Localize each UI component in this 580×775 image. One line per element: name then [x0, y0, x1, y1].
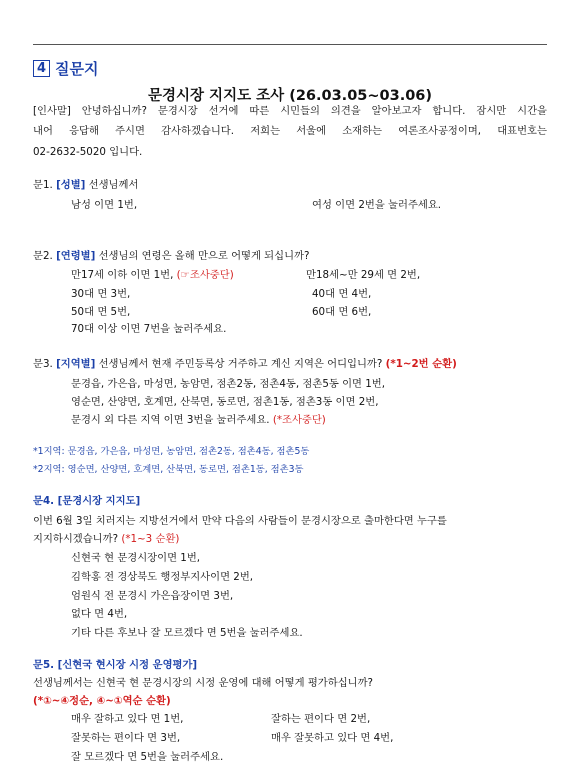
q3-option-3-note: (*조사중단)	[272, 414, 326, 426]
region-1-definition: *1지역: 문경읍, 가은읍, 마성면, 농암면, 점촌2동, 점촌4동, 점촌5동	[33, 446, 310, 457]
intro-word: 내어	[33, 125, 53, 137]
intro-word: 대표번호는	[497, 125, 547, 137]
top-divider	[33, 44, 547, 45]
intro-line-2	[33, 124, 547, 138]
section-number: 4	[33, 60, 50, 77]
q3-tag: [지역별]	[56, 358, 96, 370]
q3-option-3	[71, 413, 326, 427]
intro-word: 선거에	[208, 105, 239, 117]
q4-heading: 문4. [문경시장 지지도]	[33, 495, 141, 507]
intro-word: 감사하겠습니다.	[161, 125, 235, 137]
q4-note: (*1~3 순환)	[121, 533, 180, 545]
q3-option-3-label: 문경시 외 다른 지역 이면 3번을 눌러주세요.	[71, 414, 270, 426]
q4-text-line-2-label: 지지하시겠습니까?	[33, 533, 119, 545]
q4-option-5: 기타 다른 후보나 잘 모르겠다 면 5번을 눌러주세요.	[71, 627, 303, 639]
q1-option-2: 여성 이면 2번을 눌러주세요.	[312, 199, 442, 211]
q5-option-1: 매우 잘하고 있다 면 1번,	[71, 713, 184, 725]
document-title: 문경시장 지지도 조사 (26.03.05~03.06)	[147, 88, 433, 104]
q3-number: 문3.	[33, 358, 53, 370]
q5-heading: 문5. [신현국 현시장 시정 운영평가]	[33, 659, 198, 671]
intro-line-3: 02-2632-5020 입니다.	[33, 146, 143, 158]
q4-option-1: 신현국 현 문경시장이면 1번,	[71, 552, 201, 564]
q2-option-2: 만18세~만 29세 면 2번,	[306, 269, 421, 281]
intro-word: 의견을	[330, 105, 361, 117]
q2-option-1-note: (☞조사중단)	[176, 269, 234, 281]
section-title: 질문지	[55, 60, 99, 78]
q2-option-1-label: 만17세 이하 이면 1번,	[71, 269, 174, 281]
intro-word: 저희는	[250, 125, 281, 137]
q5-text: 선생님께서는 신현국 현 문경시장의 시정 운영에 대해 어떻게 평가하십니까?	[33, 677, 373, 689]
region-2-definition: *2지역: 영순면, 산양면, 호계면, 산북면, 동로면, 점촌1동, 점촌3동	[33, 464, 304, 475]
section-header	[33, 58, 98, 79]
q2-heading	[33, 249, 309, 263]
q4-text-line-2	[33, 532, 179, 546]
q3-note: (*1~2번 순환)	[385, 358, 457, 370]
intro-word: 소재하는	[342, 125, 383, 137]
intro-word: [인사말]	[33, 105, 71, 117]
q2-text: 선생님의 연령은 올해 만으로 어떻게 되십니까?	[98, 250, 310, 262]
q2-option-1	[71, 268, 234, 282]
q5-option-4: 매우 잘못하고 있다 면 4번,	[271, 732, 394, 744]
q3-text: 선생님께서 현재 주민등록상 거주하고 계신 지역은 어디입니까?	[98, 358, 383, 370]
q5-option-5: 잘 모르겠다 면 5번을 눌러주세요.	[71, 751, 224, 763]
q4-option-2: 김학홍 전 경상북도 행정부지사이면 2번,	[71, 571, 254, 583]
intro-word: 주시면	[115, 125, 145, 137]
intro-word: 잠시만	[476, 105, 507, 117]
intro-word: 응답해	[69, 125, 99, 137]
q3-option-2: 영순면, 산양면, 호계면, 산북면, 동로면, 점촌1동, 점촌3동 이면 2번,	[71, 396, 379, 408]
q1-text: 선생님께서	[88, 179, 139, 191]
intro-word: 합니다.	[432, 105, 466, 117]
q2-option-5: 50대 면 5번,	[71, 306, 131, 318]
q2-option-6: 60대 면 6번,	[312, 306, 372, 318]
q2-option-7: 70대 이상 이면 7번을 눌러주세요.	[71, 323, 227, 335]
q1-heading	[33, 178, 138, 192]
intro-word: 여론조사공정이며,	[398, 125, 482, 137]
q2-option-3: 30대 면 3번,	[71, 288, 131, 300]
q5-note: (*①~④정순, ④~①역순 순환)	[33, 695, 171, 707]
q3-heading	[33, 357, 457, 371]
q4-option-3: 엄원식 전 문경시 가은읍장이면 3번,	[71, 590, 234, 602]
intro-word: 서울에	[296, 125, 327, 137]
q2-tag: [연령별]	[56, 250, 96, 262]
intro-word: 시간을	[517, 105, 547, 117]
intro-word: 문경시장	[157, 105, 198, 117]
q2-number: 문2.	[33, 250, 53, 262]
intro-line-1	[33, 104, 547, 118]
q1-number: 문1.	[33, 179, 53, 191]
q4-option-4: 없다 면 4번,	[71, 608, 128, 620]
q5-option-2: 잘하는 편이다 면 2번,	[271, 713, 371, 725]
q3-option-1: 문경읍, 가은읍, 마성면, 농암면, 점촌2동, 점촌4동, 점촌5동 이면 1번,	[71, 378, 386, 390]
q1-tag: [성별]	[56, 179, 86, 191]
intro-word: 알아보고자	[371, 105, 422, 117]
intro-word: 시민들의	[280, 105, 320, 117]
q1-option-1: 남성 이면 1번,	[71, 199, 138, 211]
intro-word: 안녕하십니까?	[81, 105, 147, 117]
q5-option-3: 잘못하는 편이다 면 3번,	[71, 732, 181, 744]
q4-text-line-1: 이번 6월 3일 치러지는 지방선거에서 만약 다음의 사람들이 문경시장으로 출마한다면 누구를	[33, 515, 447, 527]
q2-option-4: 40대 면 4번,	[312, 288, 372, 300]
intro-word: 따른	[249, 105, 270, 117]
